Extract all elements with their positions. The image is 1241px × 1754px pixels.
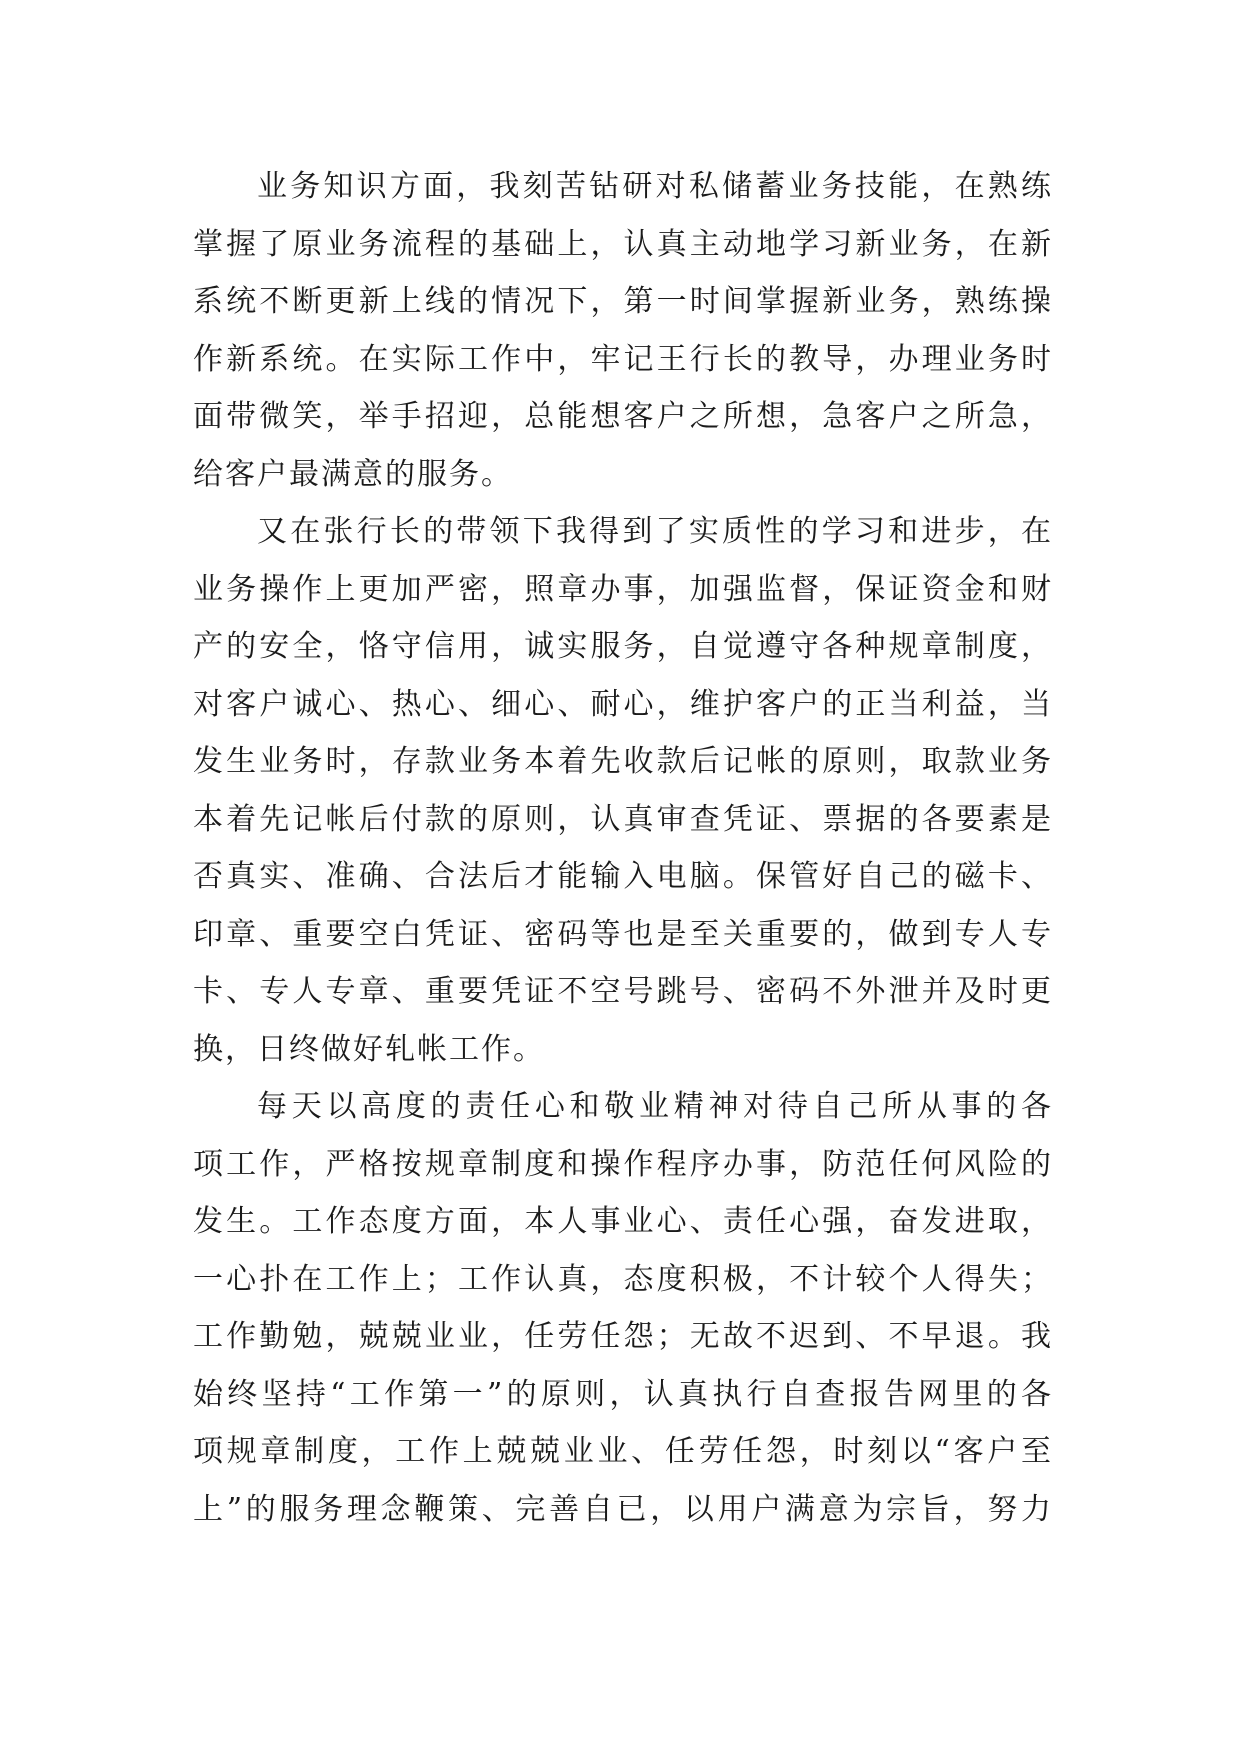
body-text	[193, 158, 1053, 1538]
text-line: 每天以高度的责任心和敬业精神对待自己所从事的各	[257, 1089, 1053, 1124]
text-line: 上”的服务理念鞭策、完善自已，以用户满意为宗旨，努力	[193, 1491, 1053, 1527]
text-line: 业务操作上更加严密，照章办事，加强监督，保证资金和财	[193, 571, 1053, 607]
text-line: 印章、重要空白凭证、密码等也是至关重要的，做到专人专	[193, 916, 1053, 952]
text-line: 掌握了原业务流程的基础上，认真主动地学习新业务，在新	[193, 226, 1053, 262]
text-line: 系统不断更新上线的情况下，第一时间掌握新业务，熟练操	[193, 284, 1053, 319]
text-line: 项规章制度，工作上兢兢业业、任劳任怨，时刻以“客户至	[193, 1434, 1053, 1469]
text-line: 面带微笑，举手招迎，总能想客户之所想，急客户之所急，	[193, 399, 1053, 434]
text-line: 对客户诚心、热心、细心、耐心，维护客户的正当利益，当	[193, 686, 1053, 722]
text-line: 业务知识方面，我刻苦钻研对私储蓄业务技能，在熟练	[257, 169, 1053, 204]
text-line: 又在张行长的带领下我得到了实质性的学习和进步，在	[257, 514, 1053, 549]
text-line: 始终坚持“工作第一”的原则，认真执行自查报告网里的各	[193, 1376, 1053, 1412]
paragraph-2	[193, 503, 1053, 1078]
text-line: 卡、专人专章、重要凭证不空号跳号、密码不外泄并及时更	[193, 974, 1053, 1009]
paragraph-1	[193, 158, 1053, 503]
paragraph-3	[193, 1078, 1053, 1538]
text-line: 工作勤勉，兢兢业业，任劳任怨；无故不迟到、不早退。我	[193, 1319, 1053, 1354]
text-line: 作新系统。在实际工作中，牢记王行长的教导，办理业务时	[193, 341, 1053, 377]
text-line: 给客户最满意的服务。	[193, 456, 513, 492]
text-line: 一心扑在工作上；工作认真，态度积极，不计较个人得失；	[193, 1261, 1053, 1297]
text-line: 发生业务时，存款业务本着先收款后记帐的原则，取款业务	[193, 744, 1053, 779]
text-line: 本着先记帐后付款的原则，认真审查凭证、票据的各要素是	[193, 801, 1053, 837]
text-line: 产的安全，恪守信用，诚实服务，自觉遵守各种规章制度，	[193, 629, 1053, 664]
text-line: 项工作，严格按规章制度和操作程序办事，防范任何风险的	[193, 1146, 1053, 1182]
text-line: 否真实、准确、合法后才能输入电脑。保管好自己的磁卡、	[193, 859, 1053, 894]
text-line: 换，日终做好轧帐工作。	[193, 1031, 545, 1067]
text-line: 发生。工作态度方面，本人事业心、责任心强，奋发进取，	[193, 1204, 1053, 1239]
